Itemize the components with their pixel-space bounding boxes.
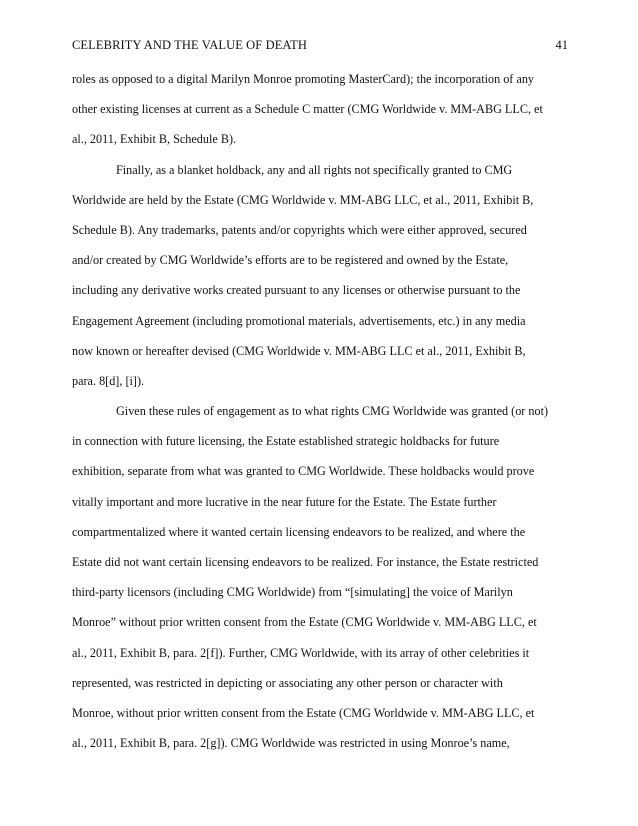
text-line: now known or hereafter devised (CMG Worldwide v. MM-ABG LLC et al., 2011, Exhibit B,	[72, 343, 526, 358]
text-line: Finally, as a blanket holdback, any and all rights not specifically granted to CMG	[116, 162, 513, 177]
text-line: Estate did not want certain licensing endeavors to be realized. For instance, the Estate restricted	[72, 555, 539, 569]
text-line: and/or created by CMG Worldwide’s efforts are to be registered and owned by the Estate,	[72, 253, 509, 268]
text-line: Worldwide are held by the Estate (CMG Worldwide v. MM-ABG LLC, et al., 2011, Exhibit B,	[72, 192, 534, 207]
text-line: al., 2011, Exhibit B, para. 2[g]). CMG Worldwide was restricted in using Monroe’s name,	[72, 736, 510, 751]
text-line: vitally important and more lucrative in the near future for the Estate. The Estate further	[72, 494, 497, 509]
text-line: compartmentalized where it wanted certain licensing endeavors to be realized, and where the	[72, 524, 526, 539]
text-line: in connection with future licensing, the Estate established strategic holdbacks for future	[72, 434, 500, 449]
text-line: including any derivative works created pursuant to any licenses or otherwise pursuant to the	[72, 283, 521, 298]
text-line: Monroe” without prior written consent from the Estate (CMG Worldwide v. MM-ABG LLC, et	[72, 615, 537, 630]
text-line: Engagement Agreement (including promotional materials, advertisements, etc.) in any media	[72, 313, 526, 328]
running-header	[72, 38, 568, 53]
body-text	[72, 64, 568, 758]
text-line: third-party licensors (including CMG Worldwide) from “[simulating] the voice of Marilyn	[72, 585, 513, 600]
text-line: roles as opposed to a digital Marilyn Monroe promoting MasterCard); the incorporation of any	[72, 72, 535, 86]
text-line: Given these rules of engagement as to what rights CMG Worldwide was granted (or not)	[116, 404, 549, 419]
text-line: Monroe, without prior written consent from the Estate (CMG Worldwide v. MM-ABG LLC, et	[72, 705, 535, 720]
text-line: other existing licenses at current as a Schedule C matter (CMG Worldwide v. MM-ABG LLC, et	[72, 102, 543, 117]
text-line: exhibition, separate from what was granted to CMG Worldwide. These holdbacks would prove	[72, 464, 535, 479]
text-line: Schedule B). Any trademarks, patents and/or copyrights which were either approved, secured	[72, 222, 527, 237]
running-title: CELEBRITY AND THE VALUE OF DEATH	[72, 38, 308, 52]
text-line: para. 8[d], [i]).	[72, 373, 145, 388]
text-line: al., 2011, Exhibit B, para. 2[f]). Further, CMG Worldwide, with its array of other celebrities it	[72, 645, 530, 660]
text-line: al., 2011, Exhibit B, Schedule B).	[72, 132, 237, 147]
page-number: 41	[555, 38, 568, 52]
text-line: represented, was restricted in depicting or associating any other person or character with	[72, 675, 503, 690]
